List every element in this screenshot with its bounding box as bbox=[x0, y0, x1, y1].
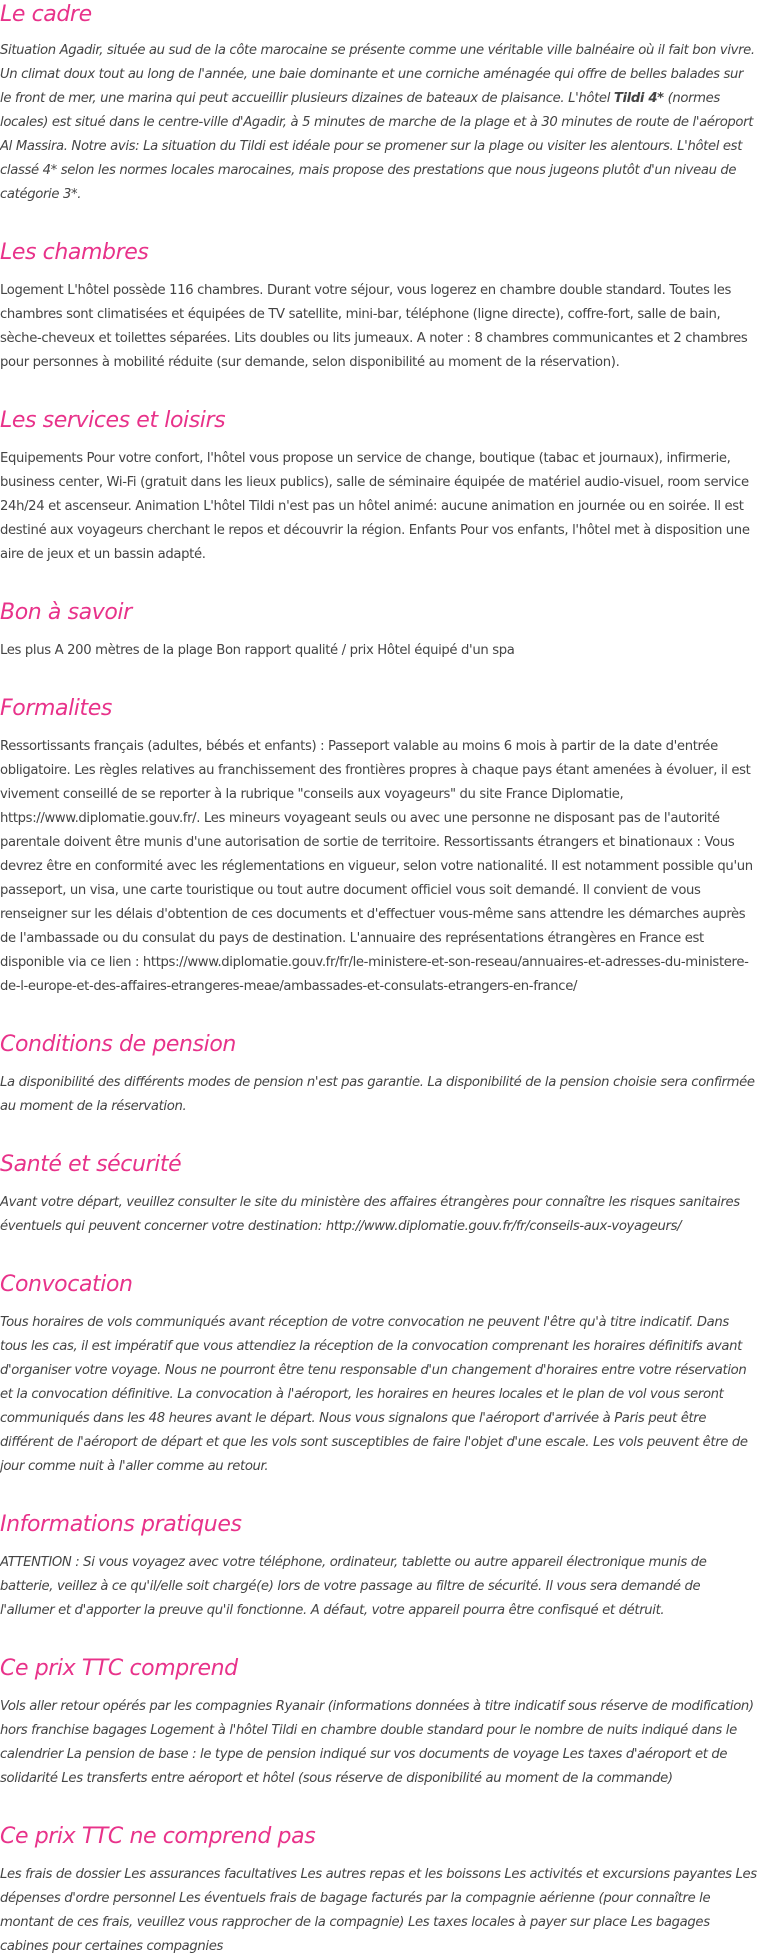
section-title: Ce prix TTC ne comprend pas bbox=[0, 1824, 316, 1849]
section-formalites bbox=[0, 694, 757, 999]
section-bon-a-savoir bbox=[0, 598, 757, 663]
section-title: Informations pratiques bbox=[0, 1512, 242, 1537]
section-chambres bbox=[0, 238, 757, 375]
section-title: Santé et sécurité bbox=[0, 1152, 182, 1177]
section-prix-comprend bbox=[0, 1654, 757, 1791]
section-text: Equipements Pour votre confort, l'hôtel vous propose un service de change, boutique (tabac et journaux), infirmerie, business center, Wi-Fi (gratuit dans les lieux publics), salle de séminaire équipée de matériel audio-visuel, room service 24h/24 et ascenseur. Animation L'hôtel Tildi n'est pas un hôtel animé: aucune animation en journée ou en soirée. Il est destiné aux voyageurs cherchant le repos et découvrir la région. Enfants Pour vos enfants, l'hôtel met à disposition une aire de jeux et un bassin adapté. bbox=[0, 451, 750, 562]
section-text: ATTENTION : Si vous voyagez avec votre téléphone, ordinateur, tablette ou autre appareil électronique munis de batterie, veillez à ce qu'il/elle soit chargé(e) lors de votre passage au filtre de sécurité. Il vous sera demandé de l'allumer et d'apporter la preuve qu'il fonctionne. A défaut, votre appareil pourra être confisqué et détruit. bbox=[0, 1555, 707, 1618]
hotel-name: Tildi 4* bbox=[613, 91, 664, 106]
section-title: Le cadre bbox=[0, 2, 92, 27]
section-text: La disponibilité des différents modes de pension n'est pas garantie. La disponibilité de la pension choisie sera confirmée au moment de la réservation. bbox=[0, 1075, 755, 1114]
section-prix-ne-comprend-pas bbox=[0, 1822, 757, 1959]
section-pension bbox=[0, 1030, 757, 1119]
section-text: Tous horaires de vols communiqués avant réception de votre convocation ne peuvent l'être qu'à titre indicatif. Dans tous les cas, il est impératif que vous attendiez la réception de la convocation comprenant les horaires définitifs avant d'organiser votre voyage. Nous ne pourront être tenu responsable d'un changement d'horaires entre votre réservation et la convocation définitive. La convocation à l'aéroport, les horaires en heures locales et le plan de vol vous seront communiqués dans les 48 heures avant le départ. Nous vous signalons que l'aéroport d'arrivée à Paris peut être différent de l'aéroport de départ et que les vols sont susceptibles de faire l'objet d'une escale. Les vols peuvent être de jour comme nuit à l'aller comme au retour. bbox=[0, 1315, 748, 1474]
section-text: Ressortissants français (adultes, bébés et enfants) : Passeport valable au moins 6 mois à partir de la date d'entrée obligatoire. Les règles relatives au franchissement des frontières propres à chaque pays étant amenées à évoluer, il est vivement conseillé de se reporter à la rubrique "conseils aux voyageurs" du site France Diplomatie, https://www.diplomatie.gouv.fr/. Les mineurs voyageant seuls ou avec une personne ne disposant pas de l'autorité parentale doivent être munis d'une autorisation de sortie de territoire. Ressortissants étrangers et binationaux : Vous devrez être en conformité avec les réglementations en vigueur, selon votre nationalité. Il est notamment possible qu'un passeport, un visa, une carte touristique ou tout autre document officiel vous soit demandé. Il convient de vous renseigner sur les délais d'obtention de ces documents et d'effectuer vous-même sans attendre les démarches auprès de l'ambassade ou du consulat du pays de destination. L'annuaire des représentations étrangères en France est disponible via ce lien : https://www.diplomatie.gouv.fr/fr/le-ministere-et-son-reseau/annuaires-et-adresses-du-ministere-de-l-europe-et-des-affaires-etrangeres-meae/ambassades-et-consulats-etrangers-en-france/ bbox=[0, 739, 753, 994]
section-text: Vols aller retour opérés par les compagnies Ryanair (informations données à titre indicatif sous réserve de modification) hors franchise bagages Logement à l'hôtel Tildi en chambre double standard pour le nombre de nuits indiqué dans le calendrier La pension de base : le type de pension indiqué sur vos documents de voyage Les taxes d'aéroport et de solidarité Les transferts entre aéroport et hôtel (sous réserve de disponibilité au moment de la commande) bbox=[0, 1699, 754, 1786]
section-services bbox=[0, 406, 757, 567]
section-title: Conditions de pension bbox=[0, 1032, 236, 1057]
section-text: Les plus A 200 mètres de la plage Bon rapport qualité / prix Hôtel équipé d'un spa bbox=[0, 643, 515, 658]
section-text bbox=[0, 39, 757, 207]
section-text: Les frais de dossier Les assurances facultatives Les autres repas et les boissons Les activités et excursions payantes Les dépenses d'ordre personnel Les éventuels frais de bagage facturés par la compagnie aérienne (pour connaître le montant de ces frais, veuillez vous rapprocher de la compagnie) Les taxes locales à payer sur place Les bagages cabines pour certaines compagnies bbox=[0, 1867, 757, 1954]
section-text: Logement L'hôtel possède 116 chambres. Durant votre séjour, vous logerez en chambre double standard. Toutes les chambres sont climatisées et équipées de TV satellite, mini-bar, téléphone (ligne directe), coffre-fort, salle de bain, sèche-cheveux et toilettes séparées. Lits doubles ou lits jumeaux. A noter : 8 chambres communicantes et 2 chambres pour personnes à mobilité réduite (sur demande, selon disponibilité au moment de la réservation). bbox=[0, 283, 748, 370]
section-title: Les services et loisirs bbox=[0, 408, 226, 433]
section-convocation bbox=[0, 1270, 757, 1479]
text-part: (normes locales) est situé dans le centre-ville d'Agadir, à 5 minutes de marche de la plage et à 30 minutes de route de l'aéroport Al Massira. Notre avis: La situation du Tildi est idéale pour se promener sur la plage ou visiter les alentours. L'hôtel est classé 4* selon les normes locales marocaines, mais propose des prestations que nous jugeons plutôt d'un niveau de catégorie 3*. bbox=[0, 91, 754, 202]
section-title: Convocation bbox=[0, 1272, 133, 1297]
section-title: Les chambres bbox=[0, 240, 149, 265]
section-cadre bbox=[0, 0, 757, 207]
section-title: Formalites bbox=[0, 696, 112, 721]
text-part: Situation Agadir, située au sud de la côte marocaine se présente comme une véritable ville balnéaire où il fait bon vivre. Un climat doux tout au long de l'année, une baie dominante et une corniche aménagée qui offre de belles balades sur le front de mer, une marina qui peut accueillir plusieurs dizaines de bateaux de plaisance. L'hôtel bbox=[0, 43, 755, 106]
section-title: Bon à savoir bbox=[0, 600, 132, 625]
section-title: Ce prix TTC comprend bbox=[0, 1656, 238, 1681]
section-informations-pratiques bbox=[0, 1510, 757, 1623]
section-text: Avant votre départ, veuillez consulter le site du ministère des affaires étrangères pour connaître les risques sanitaires éventuels qui peuvent concerner votre destination: http://www.diplomatie.gouv.fr/fr/conseils-aux-voyageurs/ bbox=[0, 1195, 740, 1234]
section-sante bbox=[0, 1150, 757, 1239]
